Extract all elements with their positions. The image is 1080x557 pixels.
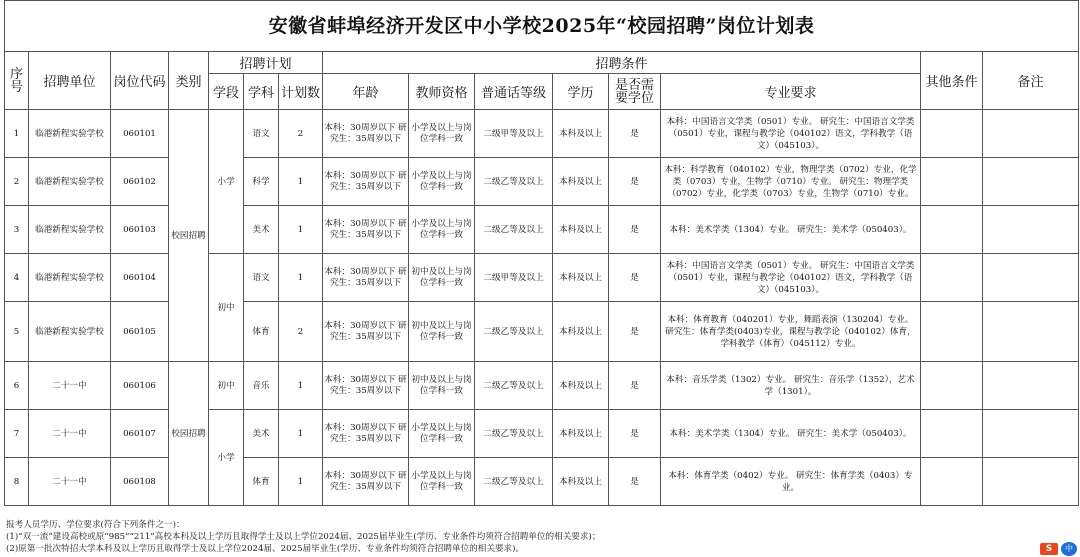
cell-code: 060105 bbox=[111, 302, 169, 362]
cell-stage: 小学 bbox=[209, 410, 244, 506]
cell-major: 本科：科学教育（040102）专业，物理学类（0702）专业，化学类（0703）专业，生物学（0710）专业。 研究生：物理学类（0702）专业，化学类（0703）专业，生物学（0710）专业。 bbox=[661, 158, 921, 206]
cell-other bbox=[921, 254, 983, 302]
cell-seq: 4 bbox=[5, 254, 29, 302]
cell-cert: 小学及以上与岗位学科一致 bbox=[409, 206, 475, 254]
cell-mandarin: 二级甲等及以上 bbox=[475, 110, 553, 158]
cell-subject: 语文 bbox=[244, 254, 279, 302]
cell-count: 1 bbox=[279, 362, 323, 410]
header-conditions-group: 招聘条件 bbox=[323, 52, 921, 74]
cell-edu: 本科及以上 bbox=[553, 206, 609, 254]
footnote-line: 报考人员学历、学位要求(符合下列条件之一)： bbox=[6, 520, 185, 530]
cell-major: 本科：音乐学类（1302）专业。 研究生：音乐学（1352），艺术学（1301）。 bbox=[661, 362, 921, 410]
cell-mandarin: 二级乙等及以上 bbox=[475, 302, 553, 362]
header-cert: 教师资格 bbox=[409, 74, 475, 110]
cell-other bbox=[921, 362, 983, 410]
cell-subject: 音乐 bbox=[244, 362, 279, 410]
cell-unit: 临港新程实验学校 bbox=[29, 206, 111, 254]
cell-edu: 本科及以上 bbox=[553, 254, 609, 302]
header-degree: 是否需要学位 bbox=[609, 74, 661, 110]
cell-mandarin: 二级乙等及以上 bbox=[475, 458, 553, 506]
cell-age: 本科：30周岁以下 研究生：35周岁以下 bbox=[323, 410, 409, 458]
header-mandarin: 普通话等级 bbox=[475, 74, 553, 110]
table-row bbox=[5, 362, 1079, 410]
header-remarks: 备注 bbox=[983, 52, 1079, 110]
header-seq: 序号 bbox=[5, 52, 29, 110]
header-count: 计划数 bbox=[279, 74, 323, 110]
cell-code: 060108 bbox=[111, 458, 169, 506]
cell-cert: 初中及以上与岗位学科一致 bbox=[409, 254, 475, 302]
cell-mandarin: 二级乙等及以上 bbox=[475, 158, 553, 206]
cell-count: 1 bbox=[279, 206, 323, 254]
cell-subject: 体育 bbox=[244, 458, 279, 506]
cell-other bbox=[921, 158, 983, 206]
cell-other bbox=[921, 206, 983, 254]
cell-remarks bbox=[983, 362, 1079, 410]
cell-seq: 2 bbox=[5, 158, 29, 206]
cell-mandarin: 二级乙等及以上 bbox=[475, 410, 553, 458]
cell-subject: 科学 bbox=[244, 158, 279, 206]
cell-age: 本科：30周岁以下 研究生：35周岁以下 bbox=[323, 362, 409, 410]
cell-mandarin: 二级乙等及以上 bbox=[475, 362, 553, 410]
table-row bbox=[5, 302, 1079, 362]
cell-major: 本科：中国语言文学类（0501）专业。 研究生：中国语言文学类（0501）专业，课程与教学论（040102）语文，学科教学（语文）（045103）。 bbox=[661, 110, 921, 158]
recruitment-sheet bbox=[4, 0, 1078, 506]
cell-count: 1 bbox=[279, 254, 323, 302]
recruitment-table bbox=[4, 0, 1079, 506]
cell-remarks bbox=[983, 410, 1079, 458]
cell-edu: 本科及以上 bbox=[553, 110, 609, 158]
header-major: 专业要求 bbox=[661, 74, 921, 110]
cell-age: 本科：30周岁以下 研究生：35周岁以下 bbox=[323, 206, 409, 254]
cell-remarks bbox=[983, 254, 1079, 302]
footnote-line: (1)“双一流”建设高校或原“985”“211”高校本科及以上学历且取得学士及以上学位2024届、2025届毕业生(学历、专业条件均须符合招聘单位的相关要求)； bbox=[6, 532, 601, 542]
cell-subject: 美术 bbox=[244, 410, 279, 458]
header-age: 年龄 bbox=[323, 74, 409, 110]
table-row bbox=[5, 458, 1079, 506]
cell-degree: 是 bbox=[609, 362, 661, 410]
header-code: 岗位代码 bbox=[111, 52, 169, 110]
cell-age: 本科：30周岁以下 研究生：35周岁以下 bbox=[323, 458, 409, 506]
cell-cert: 小学及以上与岗位学科一致 bbox=[409, 110, 475, 158]
cell-major: 本科：中国语言文学类（0501）专业。 研究生：中国语言文学类（0501）专业，课程与教学论（040102）语文，学科教学（语文）（045103）。 bbox=[661, 254, 921, 302]
header-subject: 学科 bbox=[244, 74, 279, 110]
cell-seq: 5 bbox=[5, 302, 29, 362]
cell-other bbox=[921, 410, 983, 458]
table-row bbox=[5, 410, 1079, 458]
cell-degree: 是 bbox=[609, 458, 661, 506]
cell-age: 本科：30周岁以下 研究生：35周岁以下 bbox=[323, 158, 409, 206]
cell-cert: 小学及以上与岗位学科一致 bbox=[409, 410, 475, 458]
footnote-line: (2)原第一批次特招大学本科及以上学历且取得学士及以上学位2024届、2025届毕业生(学历、专业条件均须符合招聘单位的相关要求)。 bbox=[6, 544, 525, 554]
cell-stage: 初中 bbox=[209, 362, 244, 410]
cell-unit: 二十一中 bbox=[29, 410, 111, 458]
cell-degree: 是 bbox=[609, 110, 661, 158]
watermark-badge: 中 bbox=[1061, 542, 1077, 556]
cell-code: 060107 bbox=[111, 410, 169, 458]
cell-degree: 是 bbox=[609, 206, 661, 254]
cell-code: 060101 bbox=[111, 110, 169, 158]
cell-count: 1 bbox=[279, 458, 323, 506]
table-row bbox=[5, 254, 1079, 302]
cell-cert: 初中及以上与岗位学科一致 bbox=[409, 302, 475, 362]
cell-cert: 小学及以上与岗位学科一致 bbox=[409, 158, 475, 206]
cell-category: 校园招聘 bbox=[169, 362, 209, 506]
cell-cert: 小学及以上与岗位学科一致 bbox=[409, 458, 475, 506]
cell-category: 校园招聘 bbox=[169, 110, 209, 362]
cell-mandarin: 二级甲等及以上 bbox=[475, 254, 553, 302]
header-unit: 招聘单位 bbox=[29, 52, 111, 110]
cell-edu: 本科及以上 bbox=[553, 158, 609, 206]
cell-mandarin: 二级乙等及以上 bbox=[475, 206, 553, 254]
header-plan-group: 招聘计划 bbox=[209, 52, 323, 74]
cell-remarks bbox=[983, 206, 1079, 254]
cell-other bbox=[921, 458, 983, 506]
cell-age: 本科：30周岁以下 研究生：35周岁以下 bbox=[323, 254, 409, 302]
header-category: 类别 bbox=[169, 52, 209, 110]
cell-unit: 临港新程实验学校 bbox=[29, 302, 111, 362]
cell-degree: 是 bbox=[609, 302, 661, 362]
cell-remarks bbox=[983, 110, 1079, 158]
cell-unit: 临港新程实验学校 bbox=[29, 254, 111, 302]
cell-subject: 体育 bbox=[244, 302, 279, 362]
cell-seq: 6 bbox=[5, 362, 29, 410]
cell-other bbox=[921, 110, 983, 158]
cell-code: 060102 bbox=[111, 158, 169, 206]
cell-seq: 3 bbox=[5, 206, 29, 254]
cell-remarks bbox=[983, 302, 1079, 362]
cell-remarks bbox=[983, 158, 1079, 206]
cell-count: 1 bbox=[279, 410, 323, 458]
cell-unit: 临港新程实验学校 bbox=[29, 110, 111, 158]
cell-degree: 是 bbox=[609, 254, 661, 302]
table-row bbox=[5, 206, 1079, 254]
cell-major: 本科：体育学类（0402）专业。 研究生：体育学类（0403）专业。 bbox=[661, 458, 921, 506]
watermark-logo: S bbox=[1040, 543, 1058, 555]
cell-unit: 二十一中 bbox=[29, 458, 111, 506]
cell-age: 本科：30周岁以下 研究生：35周岁以下 bbox=[323, 302, 409, 362]
cell-degree: 是 bbox=[609, 158, 661, 206]
cell-edu: 本科及以上 bbox=[553, 362, 609, 410]
cell-code: 060103 bbox=[111, 206, 169, 254]
cell-remarks bbox=[983, 458, 1079, 506]
header-other: 其他条件 bbox=[921, 52, 983, 110]
cell-stage: 初中 bbox=[209, 254, 244, 362]
cell-seq: 8 bbox=[5, 458, 29, 506]
cell-stage: 小学 bbox=[209, 110, 244, 254]
cell-degree: 是 bbox=[609, 410, 661, 458]
cell-major: 本科：美术学类（1304）专业。 研究生：美术学（050403）。 bbox=[661, 410, 921, 458]
cell-edu: 本科及以上 bbox=[553, 410, 609, 458]
page-title: 安徽省蚌埠经济开发区中小学校2025年“校园招聘”岗位计划表 bbox=[5, 1, 1079, 52]
cell-code: 060104 bbox=[111, 254, 169, 302]
cell-seq: 7 bbox=[5, 410, 29, 458]
cell-edu: 本科及以上 bbox=[553, 458, 609, 506]
cell-unit: 二十一中 bbox=[29, 362, 111, 410]
table-row bbox=[5, 158, 1079, 206]
cell-cert: 初中及以上与岗位学科一致 bbox=[409, 362, 475, 410]
cell-major: 本科：体育教育（040201）专业，舞蹈表演（130204）专业。 研究生：体育学类(0403)专业，课程与教学论（040102）体育，学科教学（体育）（045112）专业。 bbox=[661, 302, 921, 362]
cell-major: 本科：美术学类（1304）专业。 研究生：美术学（050403）。 bbox=[661, 206, 921, 254]
cell-unit: 临港新程实验学校 bbox=[29, 158, 111, 206]
cell-seq: 1 bbox=[5, 110, 29, 158]
footnotes bbox=[6, 519, 600, 555]
header-edu: 学历 bbox=[553, 74, 609, 110]
cell-subject: 语文 bbox=[244, 110, 279, 158]
cell-code: 060106 bbox=[111, 362, 169, 410]
cell-count: 2 bbox=[279, 110, 323, 158]
cell-other bbox=[921, 302, 983, 362]
cell-age: 本科：30周岁以下 研究生：35周岁以下 bbox=[323, 110, 409, 158]
cell-count: 1 bbox=[279, 158, 323, 206]
cell-edu: 本科及以上 bbox=[553, 302, 609, 362]
table-row bbox=[5, 110, 1079, 158]
header-stage: 学段 bbox=[209, 74, 244, 110]
cell-count: 2 bbox=[279, 302, 323, 362]
cell-subject: 美术 bbox=[244, 206, 279, 254]
